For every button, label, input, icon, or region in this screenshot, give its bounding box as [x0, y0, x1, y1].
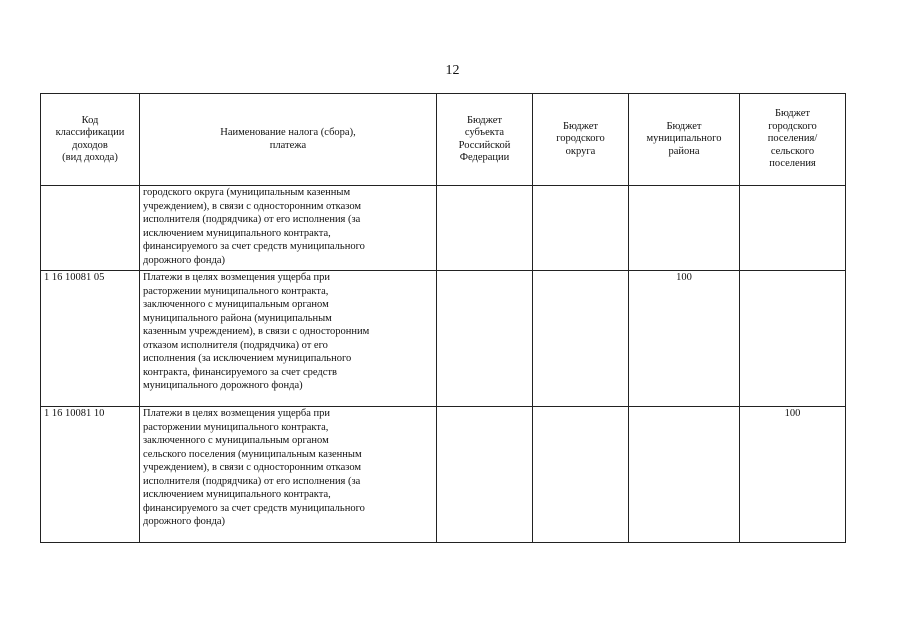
row-subject-value: [437, 271, 533, 407]
text-line: учреждением), в связи с односторонним отказом: [143, 200, 362, 212]
row-municipal-district-value: [629, 407, 740, 543]
text-line: Бюджет: [466, 114, 503, 126]
header-settlement-budget: [740, 94, 846, 186]
text-line: контракта, финансируемого за счет средств: [143, 366, 337, 378]
row-name: [140, 271, 437, 407]
text-line: Российской: [458, 139, 511, 151]
text-line: учреждением), в связи с односторонним отказом: [143, 462, 362, 473]
header-name: [140, 94, 437, 186]
text-line: отказом исполнителя (подрядчика) от его: [143, 339, 328, 351]
table-row: [41, 407, 846, 543]
text-line: района: [668, 145, 700, 157]
header-subject-budget: [437, 94, 533, 186]
text-line: субъекта: [464, 127, 505, 138]
text-line: Бюджет: [774, 108, 811, 120]
text-line: поселения: [769, 158, 816, 170]
text-line: расторжении муниципального контракта,: [143, 285, 329, 297]
row-city-district-value: [533, 186, 629, 271]
text-line: городского: [768, 120, 817, 132]
text-line: платежа: [269, 139, 307, 151]
row-municipal-district-value: 100: [629, 271, 740, 407]
text-line: исключением муниципального контракта,: [143, 227, 331, 239]
text-line: исключением муниципального контракта,: [143, 489, 331, 500]
header-city-district-budget: [533, 94, 629, 186]
text-line: Код: [81, 114, 99, 126]
text-line: Бюджет: [666, 120, 702, 132]
text-line: исполнителя (подрядчика) от его исполнения (за: [143, 214, 361, 225]
row-municipal-district-value: [629, 186, 740, 271]
text-line: Платежи в целях возмещения ущерба при: [143, 272, 331, 283]
text-line: (вид дохода): [62, 152, 118, 163]
text-line: Наименование налога (сбора),: [220, 127, 356, 138]
row-city-district-value: [533, 407, 629, 543]
revenue-distribution-table: [40, 93, 846, 543]
text-line: классификации: [55, 127, 125, 138]
text-line: Бюджет: [562, 120, 599, 132]
text-line: муниципального: [646, 133, 722, 145]
text-line: дорожного фонда): [143, 516, 226, 527]
text-line: казенным учреждением), в связи с односторонним: [143, 326, 370, 337]
text-line: городского: [556, 133, 605, 145]
table-row: [41, 186, 846, 271]
text-line: расторжении муниципального контракта,: [143, 421, 329, 433]
text-line: Федерации: [459, 152, 510, 163]
row-settlement-value: 100: [740, 407, 846, 543]
text-line: дорожного фонда): [143, 254, 226, 266]
text-line: заключенного с муниципальным органом: [143, 435, 329, 446]
text-line: поселения/: [767, 133, 818, 145]
text-line: заключенного с муниципальным органом: [143, 299, 329, 310]
text-line: исполнения (за исключением муниципального: [143, 353, 352, 364]
table-row: [41, 271, 846, 407]
text-line: сельского поселения (муниципальным казенным: [143, 448, 362, 460]
row-subject-value: [437, 407, 533, 543]
row-settlement-value: [740, 271, 846, 407]
header-code: [41, 94, 140, 186]
header-municipal-district-budget: [629, 94, 740, 186]
text-line: сельского: [770, 145, 815, 157]
text-line: Платежи в целях возмещения ущерба при: [143, 408, 331, 419]
row-code: [41, 186, 140, 271]
row-name: [140, 407, 437, 543]
text-line: муниципального района (муниципальным: [143, 312, 332, 324]
page-number: 12: [445, 63, 460, 78]
row-subject-value: [437, 186, 533, 271]
row-name: [140, 186, 437, 271]
row-code: 1 16 10081 05: [41, 271, 140, 407]
text-line: исполнителя (подрядчика) от его исполнения (за: [143, 475, 361, 487]
text-line: муниципального дорожного фонда): [143, 380, 303, 391]
text-line: финансируемого за счет средств муниципального: [143, 502, 365, 514]
row-city-district-value: [533, 271, 629, 407]
text-line: финансируемого за счет средств муниципального: [143, 241, 365, 252]
table-header-row: [41, 94, 846, 186]
row-settlement-value: [740, 186, 846, 271]
text-line: городского округа (муниципальным казенным: [143, 187, 351, 198]
row-code: 1 16 10081 10: [41, 407, 140, 543]
text-line: доходов: [72, 139, 108, 151]
text-line: округа: [565, 145, 596, 157]
